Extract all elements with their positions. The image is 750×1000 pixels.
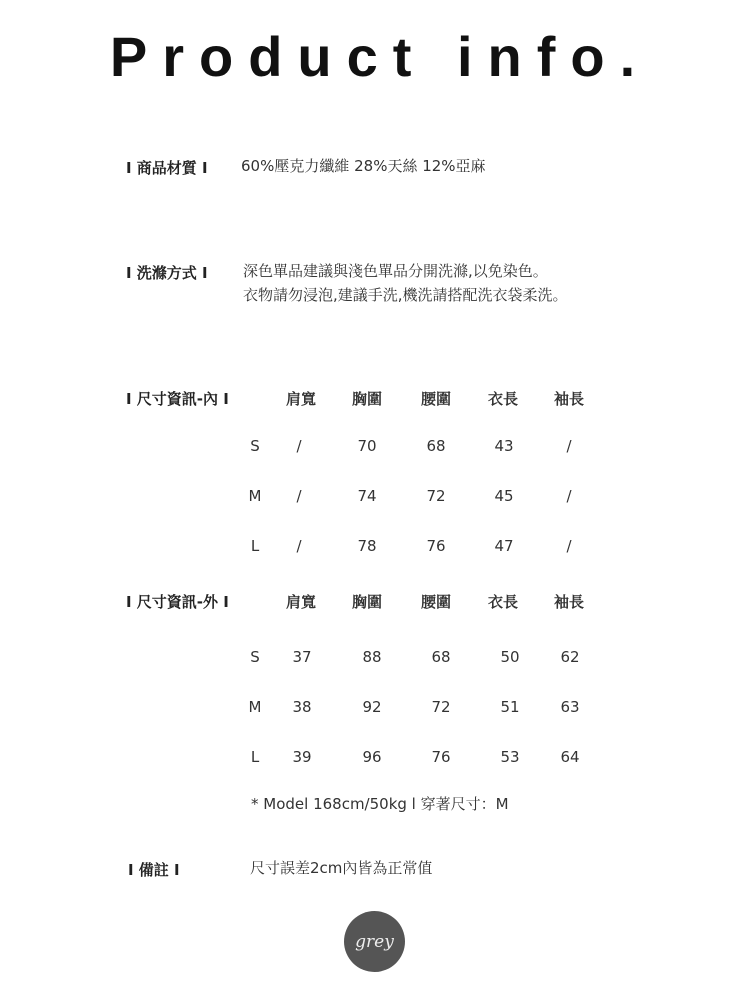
table-cell: 37 <box>292 648 312 666</box>
column-header: 胸圍 <box>351 593 383 611</box>
table-cell: 43 <box>494 437 514 455</box>
column-header: 衣長 <box>487 593 519 611</box>
table-cell: 68 <box>431 648 451 666</box>
size-inner-label: I 尺寸資訊-內 I <box>126 390 229 408</box>
size-label: L <box>250 748 260 766</box>
table-cell: 70 <box>357 437 377 455</box>
column-header: 胸圍 <box>351 390 383 408</box>
remarks-value: 尺寸誤差2cm內皆為正常值 <box>250 859 433 877</box>
table-cell: 62 <box>560 648 580 666</box>
size-outer-label: I 尺寸資訊-外 I <box>126 593 229 611</box>
washing-label: I 洗滌方式 I <box>126 264 208 282</box>
table-cell: 50 <box>500 648 520 666</box>
column-header: 腰圍 <box>420 390 452 408</box>
brand-logo: grey <box>344 911 405 972</box>
column-header: 袖長 <box>553 390 585 408</box>
table-cell: 88 <box>362 648 382 666</box>
table-cell: 63 <box>560 698 580 716</box>
table-cell: 76 <box>426 537 446 555</box>
table-cell: 53 <box>500 748 520 766</box>
column-header: 腰圍 <box>420 593 452 611</box>
table-cell: 68 <box>426 437 446 455</box>
table-cell: 51 <box>500 698 520 716</box>
table-cell: 74 <box>357 487 377 505</box>
washing-line-2: 衣物請勿浸泡,建議手洗,機洗請搭配洗衣袋柔洗。 <box>243 286 568 304</box>
model-note: * Model 168cm/50kg l 穿著尺寸：M <box>251 795 509 813</box>
material-label: I 商品材質 I <box>126 159 208 177</box>
table-cell: 72 <box>431 698 451 716</box>
table-cell: / <box>566 537 572 555</box>
table-cell: 76 <box>431 748 451 766</box>
material-value: 60%壓克力纖維 28%天絲 12%亞麻 <box>241 157 486 175</box>
size-label: M <box>248 487 262 505</box>
table-cell: 96 <box>362 748 382 766</box>
table-cell: 72 <box>426 487 446 505</box>
table-cell: / <box>296 437 302 455</box>
table-cell: 47 <box>494 537 514 555</box>
size-label: S <box>250 437 260 455</box>
table-cell: 78 <box>357 537 377 555</box>
remarks-label: I 備註 I <box>128 861 180 879</box>
table-cell: 64 <box>560 748 580 766</box>
washing-line-1: 深色單品建議與淺色單品分開洗滌,以免染色。 <box>243 262 548 280</box>
table-cell: 39 <box>292 748 312 766</box>
table-cell: 92 <box>362 698 382 716</box>
size-label: L <box>250 537 260 555</box>
table-cell: / <box>566 487 572 505</box>
page-title: Product info. <box>109 25 651 88</box>
table-cell: / <box>296 487 302 505</box>
size-label: S <box>250 648 260 666</box>
column-header: 肩寬 <box>285 390 317 408</box>
table-cell: / <box>566 437 572 455</box>
column-header: 袖長 <box>553 593 585 611</box>
column-header: 肩寬 <box>285 593 317 611</box>
table-cell: 45 <box>494 487 514 505</box>
table-cell: / <box>296 537 302 555</box>
table-cell: 38 <box>292 698 312 716</box>
size-label: M <box>248 698 262 716</box>
column-header: 衣長 <box>487 390 519 408</box>
